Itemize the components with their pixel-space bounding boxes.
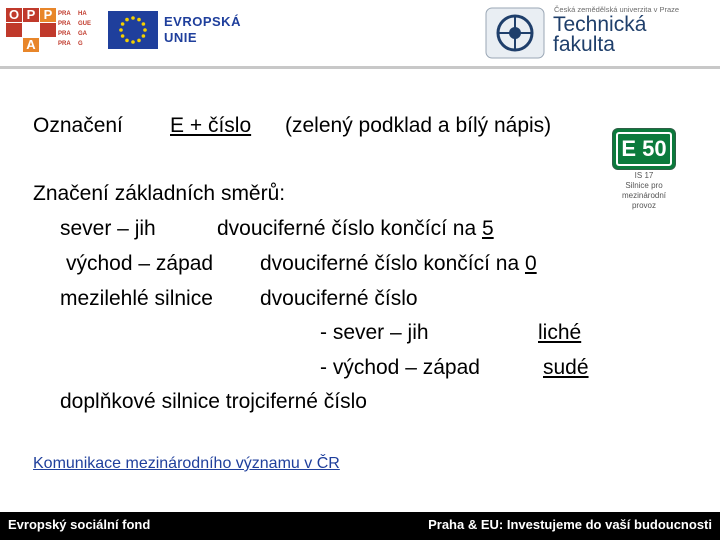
header-bar [0, 0, 720, 66]
praha-text: G [78, 41, 83, 47]
sub-value: sudé [543, 356, 589, 379]
road-sign-e50 [613, 129, 675, 169]
opp-letter: P [23, 8, 39, 22]
faculty-title-line1: Technická [553, 13, 647, 36]
road-sign-text: E 50 [616, 132, 672, 166]
row-rule: dvouciferné číslo [260, 287, 418, 310]
row-rule-text: dvouciferné číslo končící na [217, 217, 477, 240]
row-rule [260, 252, 537, 276]
footer-left-text: Evropský sociální fond [8, 517, 151, 532]
eu-label-line2: UNIE [164, 30, 198, 45]
designation-label: Označení [33, 114, 123, 137]
praha-text: PRA [58, 11, 71, 17]
opp-letter: O [6, 8, 22, 22]
sign-caption-line: IS 17 [634, 171, 654, 180]
sub-value: liché [538, 321, 582, 344]
sign-caption-line: Silnice pro [625, 181, 663, 190]
main-heading: Značení základních směrů: [33, 182, 286, 205]
eu-label-line1: EVROPSKÁ [164, 14, 241, 29]
opp-shape [23, 23, 39, 37]
praha-text: PRA [58, 31, 71, 37]
eu-label [164, 14, 241, 46]
header-divider [0, 66, 720, 69]
road-sign-caption [611, 171, 677, 211]
faculty-emblem-icon [484, 6, 546, 60]
row-direction: východ – západ [66, 252, 214, 275]
row-digit: 5 [481, 217, 494, 240]
praha-text: PRA [58, 21, 71, 27]
footer-right-text: Praha & EU: Investujeme do vaší budoucnosti [428, 517, 712, 532]
university-name: Česká zemědělská univerzita v Praze [554, 5, 680, 14]
opp-shape [6, 23, 22, 37]
row-direction: doplňkové silnice trojciferné číslo [60, 390, 367, 413]
designation-description: (zelený podklad a bílý nápis) [285, 114, 552, 137]
opp-letter: P [40, 8, 56, 22]
row-direction: mezilehlé silnice [60, 287, 213, 310]
opp-logo [6, 8, 56, 52]
sub-direction: - sever – jih [320, 321, 429, 344]
praha-text: GUE [78, 21, 92, 27]
praha-text: HA [78, 11, 87, 17]
footer-bar [0, 512, 720, 540]
row-rule [217, 217, 494, 241]
sub-direction: - východ – západ [320, 356, 480, 379]
praha-text: PRA [58, 41, 71, 47]
sign-caption-line: mezinárodní [621, 191, 667, 200]
praha-text: GA [78, 31, 87, 37]
praha-logo [58, 11, 100, 51]
international-roads-link[interactable]: Komunikace mezinárodního významu v ČR [33, 455, 340, 472]
designation-code: E + číslo [170, 114, 252, 137]
opp-shape [40, 23, 56, 37]
row-digit: 0 [524, 252, 537, 275]
faculty-title [553, 15, 646, 55]
opp-letter: A [23, 38, 39, 52]
sign-caption-line: provoz [631, 201, 656, 210]
row-direction: sever – jih [60, 217, 156, 240]
faculty-title-line2: fakulta [553, 33, 615, 56]
eu-flag-icon [108, 11, 158, 49]
row-rule-text: dvouciferné číslo končící na [260, 252, 520, 275]
